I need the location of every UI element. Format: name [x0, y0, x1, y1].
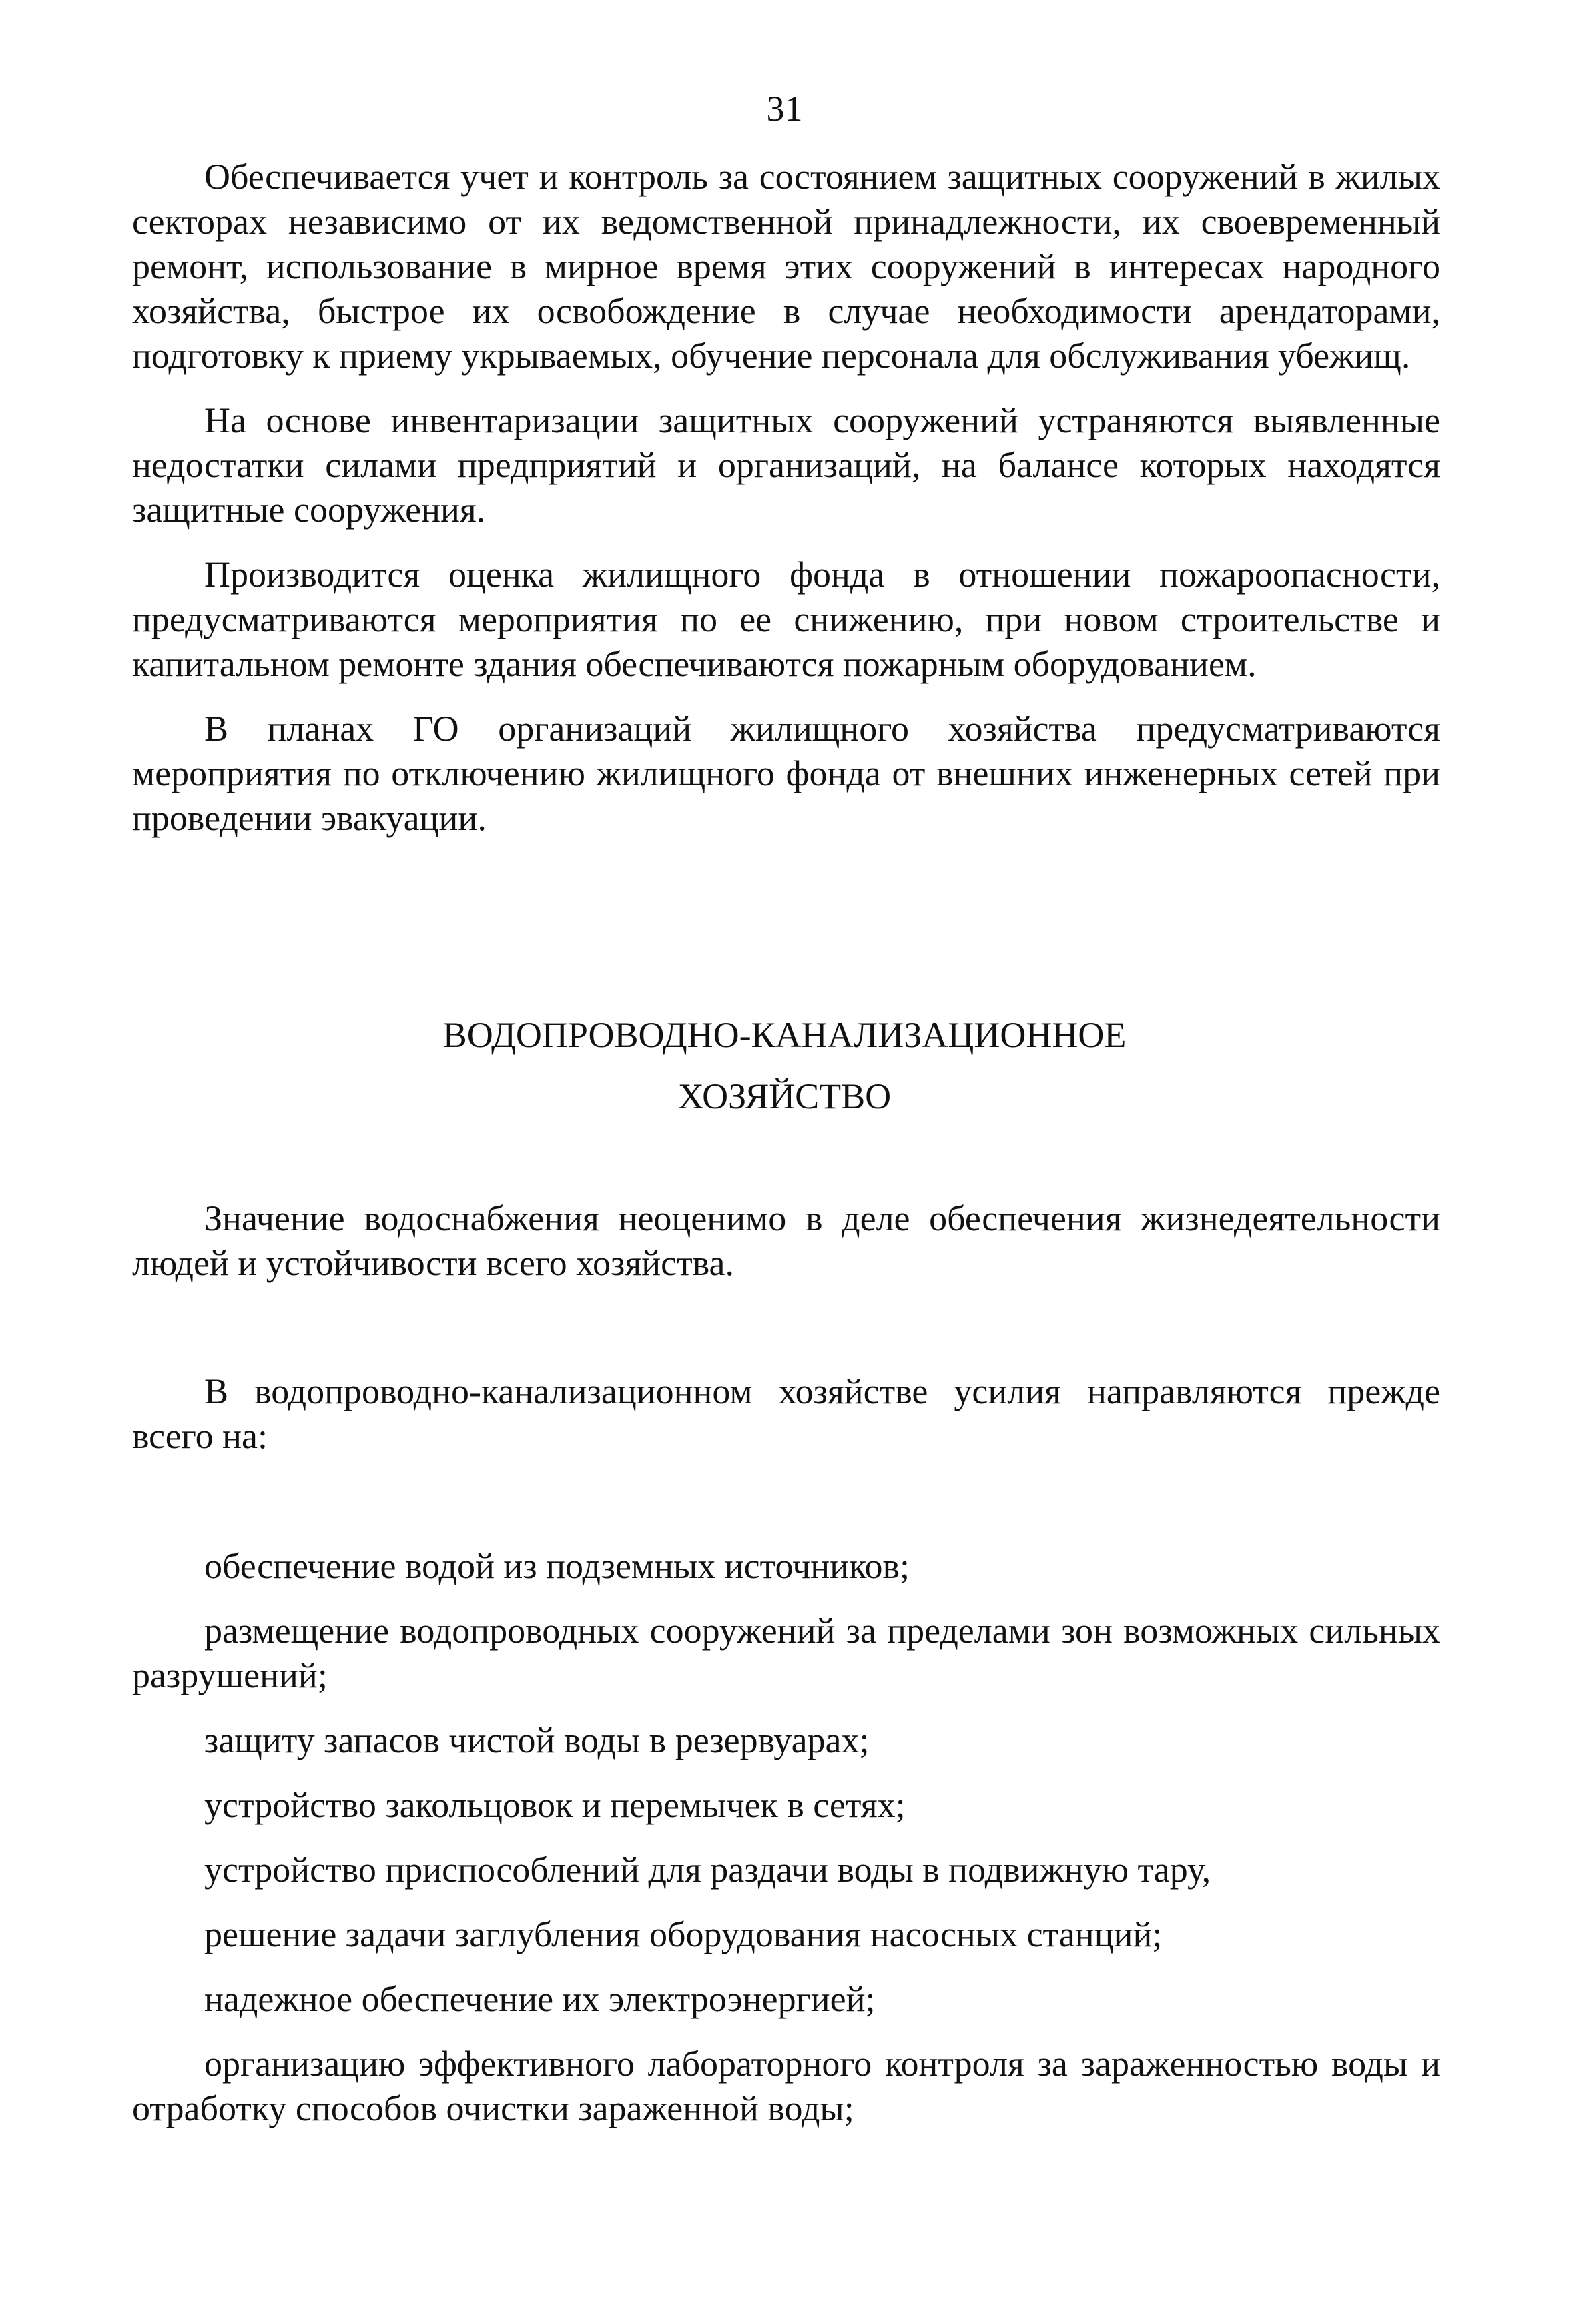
list-item: защиту запасов чистой воды в резервуарах;	[204, 1720, 870, 1760]
paragraph-evacuation: В планах ГО организаций жилищного хозяйства предусматриваются мероприятия по отключению жилищного фонда от внешних инженерных сетей при проведении эвакуации.	[132, 709, 1440, 838]
paragraph-fire-safety: Производится оценка жилищного фонда в отношении пожароопасности, предусматриваются мероприятия по ее снижению, при новом строительстве и капитальном ремонте здания обеспечиваются пожарным оборудованием.	[132, 554, 1440, 684]
paragraph-inventory: На основе инвентаризации защитных сооружений устраняются выявленные недостатки силами предприятий и организаций, на балансе которых находятся защитные сооружения.	[132, 400, 1440, 530]
paragraph-shelter-control: Обеспечивается учет и контроль за состоянием защитных сооружений в жилых секторах независимо от их ведомственной принадлежности, их своевременный ремонт, использование в мирное время этих сооружений в интересах народного хозяйства, быстрое их освобождение в случае необходимости арендаторами, подготовку к приему укрываемых, обучение персонала для обслуживания убежищ.	[132, 157, 1440, 376]
section-heading	[0, 1004, 1569, 1127]
list-item: размещение водопроводных сооружений за пределами зон возможных сильных разрушений;	[132, 1611, 1440, 1695]
section-heading-line2: ХОЗЯЙСТВО	[677, 1076, 892, 1116]
list-item: устройство приспособлений для раздачи воды в подвижную тару,	[204, 1850, 1211, 1890]
top-paragraphs	[132, 155, 1440, 841]
list-item: организацию эффективного лабораторного контроля за зараженностью воды и отработку способов очистки зараженной воды;	[132, 2044, 1440, 2128]
lead-block	[132, 1369, 1440, 1459]
section-heading-line1: ВОДОПРОВОДНО-КАНАЛИЗАЦИОННОЕ	[442, 1015, 1127, 1055]
list-item: обеспечение водой из подземных источников;	[204, 1546, 910, 1586]
intro-block	[132, 1196, 1440, 1286]
paragraph-water-supply-value: Значение водоснабжения неоценимо в деле обеспечения жизнедеятельности людей и устойчивости всего хозяйства.	[132, 1198, 1440, 1283]
page-number: 31	[766, 89, 803, 129]
paragraph-efforts-lead: В водопроводно-канализационном хозяйстве усилия направляются прежде всего на:	[132, 1371, 1440, 1456]
list-item: устройство закольцовок и перемычек в сетях;	[204, 1785, 906, 1825]
list-item: решение задачи заглубления оборудования насосных станций;	[204, 1914, 1163, 1954]
list-item: надежное обеспечение их электроэнергией;	[204, 1979, 876, 2019]
measures-list	[132, 1544, 1440, 2151]
